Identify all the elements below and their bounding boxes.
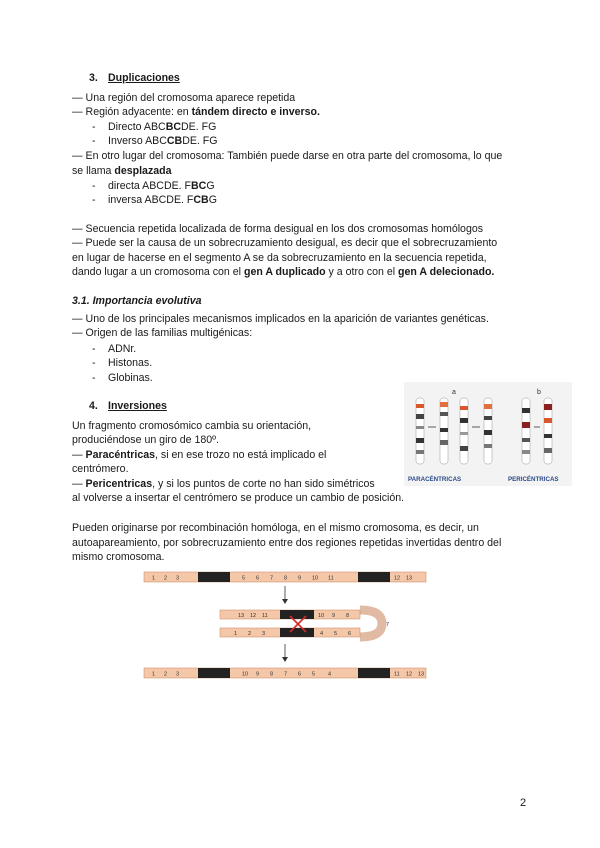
text-line: — Paracéntricas, si en ese trozo no está implicado el: [72, 449, 327, 461]
text-line: — Región adyacente: en tándem directo e inverso.: [72, 106, 320, 118]
bottom-gene-label: 9: [256, 671, 260, 678]
text-line: — Pericentricas, y si los puntos de corte no han sido simétricos: [72, 478, 375, 490]
loop-bottom-gene-label: 4: [320, 631, 324, 637]
loop-bottom-gene-label: 6: [348, 631, 352, 637]
loop-top-gene-label: 11: [262, 613, 268, 619]
loop-bottom-gene-label: 1: [234, 631, 238, 637]
top-gene-label: 7: [270, 575, 274, 582]
paracentric-chromosomes: [416, 398, 492, 464]
loop-repeat-bottom: [280, 628, 314, 637]
top-repeat-right: [358, 572, 390, 582]
top-gene-label: 8: [284, 575, 288, 582]
text-line: — En otro lugar del cromosoma: También puede darse en otra parte del cromosoma, lo que: [72, 150, 503, 162]
inversion-recombination-diagram: [142, 566, 428, 684]
top-gene-label: 5: [242, 575, 246, 582]
bottom-gene-label: 8: [270, 671, 274, 678]
inversion-chromosome-figure: [404, 382, 572, 486]
text-line: se llama desplazada: [72, 165, 172, 177]
top-gene-label: 10: [312, 575, 319, 582]
text-line: — Secuencia repetida localizada de forma desigual en los dos cromosomas homólogos: [72, 223, 484, 235]
loop-curve: [360, 610, 382, 637]
loop-top-gene-label: 9: [332, 613, 336, 619]
text-line: dando lugar a un cromosoma con el gen A duplicado y a otro con el gen A delecionado.: [72, 266, 495, 278]
top-gene-label: 6: [256, 575, 260, 582]
section-3-number: 3.: [89, 72, 98, 84]
top-gene-label: 2: [164, 575, 168, 582]
caption-pericentricas: PERICÉNTRICAS: [508, 476, 559, 483]
top-gene-label: 12: [394, 575, 401, 582]
bottom-gene-label: 10: [242, 671, 249, 678]
top-gene-label: 9: [298, 575, 302, 582]
chromosome-illustration: [404, 382, 572, 486]
text-line: al volverse a insertar el centrómero se produce un cambio de posición.: [72, 492, 405, 504]
text-line: — Una región del cromosoma aparece repetida: [72, 92, 296, 104]
loop-top-gene-label: 8: [346, 613, 350, 619]
top-gene-label: 1: [152, 575, 156, 582]
section-4-number: 4.: [89, 400, 98, 412]
arrow-head-2: [282, 657, 288, 662]
bottom-gene-label: 7: [284, 671, 288, 678]
text-line: Pueden originarse por recombinación homóloga, en el mismo cromosoma, es decir, un: [72, 522, 479, 534]
text-line: autoapareamiento, por sobrecruzamiento entre dos regiones repetidas invertidas dentro del: [72, 537, 502, 549]
pericentric-chromosomes: [522, 398, 552, 464]
top-gene-label: 13: [406, 575, 413, 582]
loop-bottom-gene-label: 2: [248, 631, 252, 637]
text-line: en lugar de hacerse en el segmento A se da sobrecruzamiento en la secuencia repetida,: [72, 252, 487, 264]
loop-top-gene-label: 10: [318, 613, 325, 619]
bottom-gene-label: 1: [152, 671, 156, 678]
page-number: 2: [520, 797, 527, 809]
loop-bottom-gene-label: 3: [262, 631, 266, 637]
arrow-head-1: [282, 599, 288, 604]
loop-repeat-top: [280, 610, 314, 619]
loop-end-gene-label: 7: [386, 622, 390, 628]
bottom-repeat-left: [198, 668, 230, 678]
label-a: a: [452, 389, 456, 396]
text-line: — Origen de las familias multigénicas:: [72, 327, 253, 339]
loop-top-gene-label: 12: [250, 613, 257, 619]
bottom-gene-label: 3: [176, 671, 180, 678]
top-repeat-left: [198, 572, 230, 582]
text-line: — Uno de los principales mecanismos implicados en la aparición de variantes genéticas.: [72, 313, 489, 325]
bottom-gene-label: 2: [164, 671, 168, 678]
caption-paracentricas: PARACÉNTRICAS: [408, 476, 462, 483]
text-line: — Puede ser la causa de un sobrecruzamiento desigual, es decir que el sobrecruzamiento: [72, 237, 498, 249]
loop-top-gene-label: 13: [238, 613, 245, 619]
diagram-svg: [142, 566, 428, 684]
bottom-repeat-right: [358, 668, 390, 678]
text-line: Un fragmento cromosómico cambia su orientación,: [72, 420, 312, 432]
bottom-gene-label: 4: [328, 671, 332, 678]
top-gene-label: 3: [176, 575, 180, 582]
text-line: produciéndose un giro de 180º.: [72, 434, 219, 446]
bottom-gene-label: 5: [312, 671, 316, 678]
section-3-title: Duplicaciones: [108, 72, 180, 84]
bottom-gene-label: 6: [298, 671, 302, 678]
bottom-gene-label: 12: [406, 671, 413, 678]
section-4-title: Inversiones: [108, 400, 167, 412]
top-gene-label: 11: [328, 575, 334, 582]
text-line: mismo cromosoma.: [72, 551, 165, 563]
loop-bottom-gene-label: 5: [334, 631, 338, 637]
text-line: centrómero.: [72, 463, 129, 475]
subsection-title: 3.1. Importancia evolutiva: [72, 295, 202, 307]
label-b: b: [537, 389, 541, 396]
bottom-gene-label: 11: [394, 671, 400, 678]
bottom-gene-label: 13: [418, 671, 425, 678]
